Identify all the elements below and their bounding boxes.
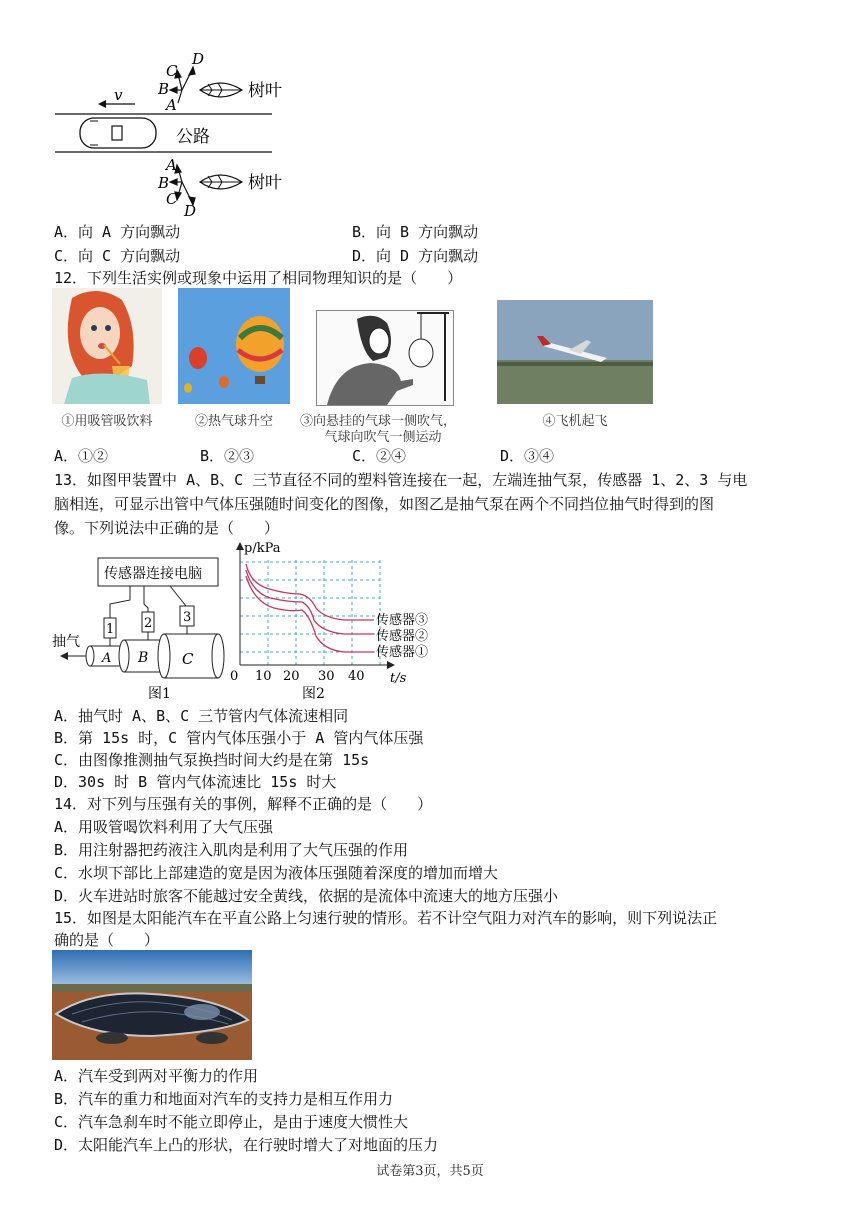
xtick-0: 0 — [230, 669, 239, 684]
xtick-20: 20 — [283, 669, 300, 684]
top-letter-c: C — [166, 62, 178, 80]
sensor-2-label: 2 — [144, 616, 153, 631]
legend-sensor-3: 传感器③ — [376, 613, 429, 628]
q15-stem-line-2: 确的是（ ） — [54, 931, 160, 949]
airplane-takeoff-image — [497, 300, 653, 404]
bottom-letter-c: C — [166, 190, 178, 208]
q11-road-figure — [50, 48, 310, 220]
top-letter-a: A — [166, 96, 177, 114]
pump-label: 抽气 — [52, 634, 80, 650]
top-letter-b: B — [158, 80, 170, 98]
leaf-icon-bottom — [200, 175, 242, 189]
tube-c-label: C — [182, 650, 194, 668]
q15-stem-line-1: 15．如图是太阳能汽车在平直公路上匀速行驶的情形。若不计空气阻力对汽车的影响，则下列说法正 — [54, 909, 718, 927]
girl-straw-image — [52, 288, 162, 404]
q14-option-d[interactable]: D．火车进站时旅客不能越过安全黄线，依据的是流体中流速大的地方压强小 — [54, 887, 559, 905]
q15-option-b[interactable]: B．汽车的重力和地面对汽车的支持力是相互作用力 — [54, 1090, 394, 1108]
caption-1: ①用吸管吸饮料 — [61, 414, 153, 429]
leaf-icon-top — [200, 83, 242, 97]
q14-option-c[interactable]: C．水坝下部比上部建造的宽是因为液体压强随着深度的增加而增大 — [54, 864, 499, 882]
curve-sensor-3 — [246, 564, 374, 620]
top-letter-d: D — [192, 50, 205, 68]
q13-option-d[interactable]: D．30s 时 B 管内气体流速比 15s 时大 — [54, 773, 337, 791]
q13-stem-line-1: 13．如图甲装置中 A、B、C 三节直径不同的塑料管连接在一起，左端连抽气泵，传感器 1、2、3 与电 — [54, 471, 748, 489]
q11-option-a[interactable]: A．向 A 方向飘动 — [54, 223, 181, 241]
bottom-letter-b: B — [158, 174, 170, 192]
box-label: 传感器连接电脑 — [104, 566, 202, 582]
page-footer: 试卷第3页，共5页 — [376, 1164, 484, 1179]
hot-air-balloon-image — [178, 288, 290, 404]
q14-option-a[interactable]: A．用吸管喝饮料利用了大气压强 — [54, 818, 274, 836]
q12-option-a[interactable]: A．①② — [54, 447, 109, 465]
q13-option-a[interactable]: A．抽气时 A、B、C 三节管内气体流速相同 — [54, 707, 349, 725]
q11-option-b[interactable]: B．向 B 方向飘动 — [352, 223, 479, 241]
bottom-letter-a: A — [166, 156, 177, 174]
xtick-10: 10 — [255, 669, 272, 684]
q14-stem: 14．对下列与压强有关的事例，解释不正确的是（ ） — [54, 795, 433, 813]
q12-stem: 12．下列生活实例或现象中运用了相同物理知识的是（ ） — [54, 269, 463, 287]
q15-option-c[interactable]: C．汽车急刹车时不能立即停止，是由于速度大惯性大 — [54, 1113, 409, 1131]
legend-sensor-1: 传感器① — [376, 645, 429, 660]
caption-4: ④飞机起飞 — [542, 414, 608, 429]
caption-3b: 气球向吹气一侧运动 — [324, 430, 442, 445]
q13-apparatus-figure — [50, 552, 240, 704]
blowing-balloon-image — [316, 310, 454, 406]
road-label: 公路 — [176, 127, 210, 147]
bottom-letter-d: D — [184, 202, 197, 220]
q12-option-d[interactable]: D．③④ — [500, 447, 555, 465]
velocity-label: v — [114, 86, 123, 104]
tube-a-label: A — [102, 651, 112, 666]
caption-2: ②热气球升空 — [194, 414, 273, 429]
q11-option-c[interactable]: C．向 C 方向飘动 — [54, 247, 181, 265]
sensor-1-label: 1 — [106, 622, 115, 637]
q13-option-c[interactable]: C．由图像推测抽气泵换挡时间大约是在第 15s — [54, 751, 370, 769]
tube-b-label: B — [138, 650, 149, 666]
caption-3a: ③向悬挂的气球一侧吹气， — [300, 414, 457, 429]
q13-stem-line-3: 像。下列说法中正确的是（ ） — [54, 519, 280, 537]
solar-car-image — [52, 950, 252, 1060]
q14-option-b[interactable]: B．用注射器把药液注入肌肉是利用了大气压强的作用 — [54, 841, 409, 859]
xtick-30: 30 — [318, 669, 335, 684]
q15-option-a[interactable]: A．汽车受到两对平衡力的作用 — [54, 1067, 259, 1085]
car-icon — [80, 118, 156, 148]
fig1-caption: 图1 — [148, 686, 171, 702]
q11-option-d[interactable]: D．向 D 方向飘动 — [352, 247, 479, 265]
xtick-40: 40 — [348, 669, 365, 684]
q13-stem-line-2: 脑相连，可显示出管中气体压强随时间变化的图像，如图乙是抽气泵在两个不同挡位抽气时得到的图 — [54, 495, 715, 513]
q13-option-b[interactable]: B．第 15s 时，C 管内气体压强小于 A 管内气体压强 — [54, 729, 424, 747]
leaf-label-bottom: 树叶 — [248, 173, 282, 193]
chart-ylabel: p/kPa — [244, 541, 281, 556]
sensor-3-label: 3 — [183, 610, 192, 625]
q13-pressure-chart — [226, 540, 476, 704]
chart-xlabel: t/s — [390, 671, 407, 686]
legend-sensor-2: 传感器② — [376, 629, 429, 644]
fig2-caption: 图2 — [302, 686, 325, 702]
q12-option-c[interactable]: C．②④ — [352, 447, 407, 465]
q15-option-d[interactable]: D．太阳能汽车上凸的形状，在行驶时增大了对地面的压力 — [54, 1136, 439, 1154]
q12-option-b[interactable]: B．②③ — [200, 447, 255, 465]
leaf-label-top: 树叶 — [248, 81, 282, 101]
